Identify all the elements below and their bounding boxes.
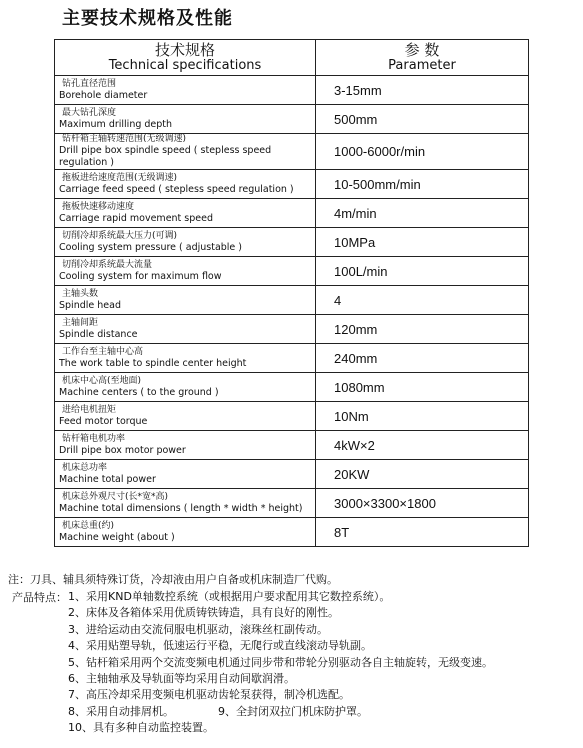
spec-value-cell: 1000-6000r/min — [316, 134, 529, 170]
spec-name-zh: 拖板进给速度范围(无级调速) — [62, 172, 178, 183]
spec-name-zh: 工作台至主轴中心高 — [62, 346, 144, 357]
page-title: 主要技术规格及性能 — [62, 8, 233, 29]
spec-value-cell: 3-15mm — [316, 76, 529, 105]
spec-name-cell — [55, 431, 316, 460]
spec-name-en: Cooling system for maximum flow — [59, 270, 222, 282]
spec-name-zh: 切削冷却系统最大压力(可调) — [62, 230, 178, 241]
spec-name-en: Carriage rapid movement speed — [59, 212, 213, 224]
spec-name-en: Spindle distance — [59, 328, 138, 340]
spec-value-cell: 4kW×2 — [316, 431, 529, 460]
spec-name-en: Drill pipe box spindle speed ( stepless speed regulation ) — [59, 145, 272, 168]
table-row — [55, 431, 529, 460]
spec-name-zh: 主轴头数 — [62, 288, 99, 299]
spec-name-zh: 机床总重(约) — [62, 520, 115, 531]
header-spec-cell — [55, 40, 316, 76]
spec-value-cell: 120mm — [316, 315, 529, 344]
table-row — [55, 105, 529, 134]
spec-name-cell — [55, 228, 316, 257]
spec-name-zh: 钻杆箱电机功率 — [62, 433, 126, 444]
spec-name-zh: 钻杆箱主轴转速范围(无级调速) — [62, 134, 187, 144]
spec-value-cell: 4 — [316, 286, 529, 315]
feature-item: 2、床体及各箱体采用优质铸铁铸造，具有良好的刚性。 — [68, 606, 339, 620]
spec-value-cell: 8T — [316, 518, 529, 547]
table-row — [55, 257, 529, 286]
table-row — [55, 134, 529, 170]
features-list — [68, 589, 493, 737]
spec-name-en: Maximum drilling depth — [59, 118, 173, 130]
spec-name-cell — [55, 489, 316, 518]
table-row — [55, 489, 529, 518]
spec-name-cell — [55, 402, 316, 431]
feature-item: 7、高压冷却采用变频电机驱动齿轮泵获得，制冷机选配。 — [68, 688, 350, 702]
header-spec-en: Technical specifications — [108, 58, 262, 73]
spec-name-cell — [55, 315, 316, 344]
table-row — [55, 344, 529, 373]
table-header-row — [55, 40, 529, 76]
spec-name-en: Machine total dimensions ( length * width * height) — [59, 502, 303, 514]
spec-name-en: Feed motor torque — [59, 415, 148, 427]
spec-name-zh: 机床总外观尺寸(长*宽*高) — [62, 491, 169, 502]
spec-name-cell — [55, 460, 316, 489]
spec-value-cell: 240mm — [316, 344, 529, 373]
table-row — [55, 286, 529, 315]
spec-name-en: Machine total power — [59, 473, 156, 485]
feature-item: 1、采用KND单轴数控系统（或根据用户要求配用其它数控系统）。 — [68, 590, 391, 603]
table-row — [55, 170, 529, 199]
spec-name-cell — [55, 105, 316, 134]
header-spec-zh: 技术规格 — [154, 41, 215, 59]
features-label: 产品特点： — [12, 591, 67, 604]
feature-9: 9、全封闭双拉门机床防护罩。 — [218, 704, 368, 718]
spec-name-en: Borehole diameter — [59, 89, 148, 101]
table-row — [55, 373, 529, 402]
spec-value-cell: 4m/min — [316, 199, 529, 228]
spec-name-cell — [55, 199, 316, 228]
spec-name-cell — [55, 373, 316, 402]
spec-name-en: Spindle head — [59, 299, 121, 311]
spec-name-cell — [55, 344, 316, 373]
spec-name-zh: 拖板快速移动速度 — [62, 201, 135, 212]
table-row — [55, 402, 529, 431]
spec-name-en: Machine weight (about ) — [59, 531, 175, 543]
spec-name-cell — [55, 518, 316, 547]
spec-name-zh: 切削冷却系统最大流量 — [62, 259, 153, 270]
spec-name-zh: 进给电机扭矩 — [62, 404, 117, 415]
spec-name-cell — [55, 257, 316, 286]
spec-name-en: Carriage feed speed ( stepless speed regulation ) — [59, 183, 294, 195]
feature-item: 6、主轴轴承及导轨面等均采用自动间歇润滑。 — [68, 672, 295, 686]
table-row — [55, 518, 529, 547]
spec-name-cell — [55, 170, 316, 199]
header-param-cell — [316, 40, 529, 76]
spec-name-zh: 机床总功率 — [62, 462, 108, 473]
spec-table — [54, 39, 529, 547]
spec-value-cell: 100L/min — [316, 257, 529, 286]
spec-name-cell — [55, 286, 316, 315]
feature-item: 4、采用贴塑导轨，低速运行平稳，无爬行或直线滚动导轨副。 — [68, 639, 372, 653]
spec-value-cell: 20KW — [316, 460, 529, 489]
table-row — [55, 315, 529, 344]
feature-item — [68, 704, 493, 720]
spec-value-cell: 1080mm — [316, 373, 529, 402]
spec-value-cell: 500mm — [316, 105, 529, 134]
spec-value-cell: 10Nm — [316, 402, 529, 431]
note-text: 注：刀具、辅具须特殊订货，冷却液由用户自备或机床制造厂代购。 — [8, 573, 338, 586]
spec-name-zh: 主轴间距 — [62, 317, 99, 328]
spec-name-cell — [55, 134, 316, 170]
table-row — [55, 199, 529, 228]
spec-name-en: Cooling system pressure ( adjustable ) — [59, 241, 243, 253]
table-row — [55, 76, 529, 105]
notes-section — [8, 572, 583, 588]
spec-value-cell: 3000×3300×1800 — [316, 489, 529, 518]
header-param-zh: 参 数 — [404, 41, 440, 59]
feature-10: 10、具有多种自动监控装置。 — [68, 721, 214, 735]
header-param-en: Parameter — [388, 58, 456, 73]
spec-value-cell: 10MPa — [316, 228, 529, 257]
table-row — [55, 228, 529, 257]
spec-name-en: Drill pipe box motor power — [59, 444, 186, 456]
spec-name-cell — [55, 76, 316, 105]
spec-name-zh: 最大钻孔深度 — [62, 107, 117, 118]
feature-item: 5、钻杆箱采用两个交流变频电机通过同步带和带轮分别驱动各自主轴旋转，无级变速。 — [68, 655, 493, 669]
spec-name-zh: 钻孔直径范围 — [62, 78, 117, 89]
table-row — [55, 460, 529, 489]
spec-value-cell: 10-500mm/min — [316, 170, 529, 199]
table-body — [55, 76, 529, 547]
feature-item: 3、进给运动由交流伺服电机驱动，滚珠丝杠副传动。 — [68, 622, 328, 636]
spec-name-en: The work table to spindle center height — [59, 357, 247, 369]
spec-name-en: Machine centers ( to the ground ) — [59, 386, 219, 398]
feature-8: 8、采用自动排屑机。 — [68, 704, 174, 718]
spec-name-zh: 机床中心高(至地面) — [62, 375, 142, 386]
